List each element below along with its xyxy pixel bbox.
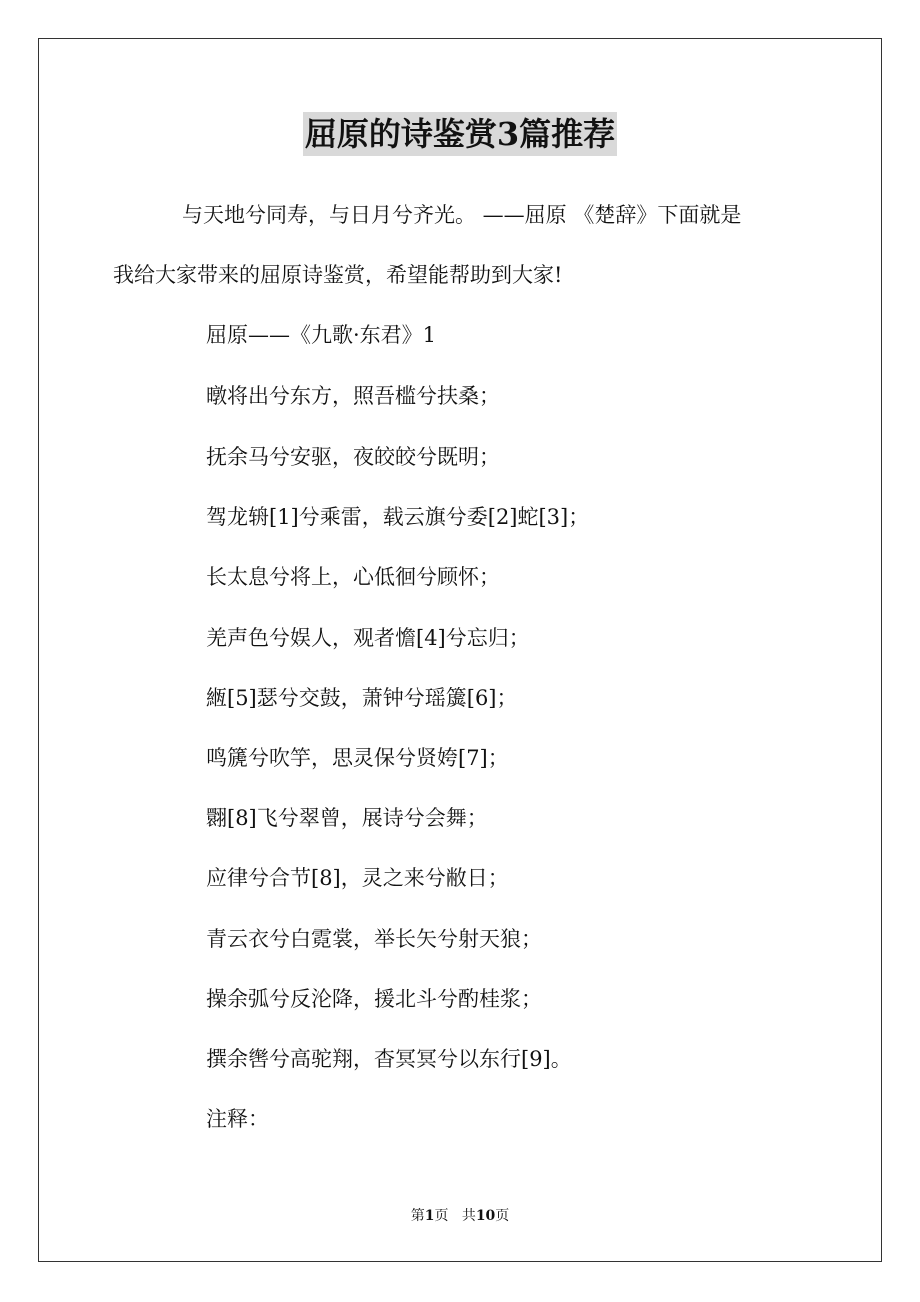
- poem-line: 撰余辔兮高驼翔，杳冥冥兮以东行[9]。: [206, 1047, 572, 1071]
- title-container: [0, 112, 920, 156]
- poem-line: 驾龙辀[1]兮乘雷，载云旗兮委[2]蛇[3]；: [206, 505, 590, 529]
- poem-heading: 屈原——《九歌·东君》1: [206, 323, 437, 347]
- page-footer: [0, 1206, 920, 1226]
- poem-line: 鸣篪兮吹竽，思灵保兮贤姱[7]；: [206, 746, 509, 770]
- poem-line: 长太息兮将上，心低徊兮顾怀；: [206, 565, 500, 589]
- notes-heading: 注释：: [206, 1107, 269, 1131]
- poem-line: 青云衣兮白霓裳，举长矢兮射天狼；: [206, 927, 542, 951]
- poem-line: 抚余马兮安驱，夜皎皎兮既明；: [206, 445, 500, 469]
- total-pages: 10: [475, 1208, 496, 1224]
- poem-line: 羌声色兮娱人，观者憺[4]兮忘归；: [206, 626, 530, 650]
- page-suffix: 页: [434, 1208, 449, 1224]
- page-number: 1: [424, 1208, 435, 1224]
- page-prefix: 第: [410, 1208, 425, 1224]
- poem-line: 暾将出兮东方，照吾槛兮扶桑；: [206, 384, 500, 408]
- poem-line: 应律兮合节[8]，灵之来兮敝日；: [206, 866, 509, 890]
- poem-line: 緪[5]瑟兮交鼓，萧钟兮瑶簴[6]；: [206, 686, 518, 710]
- poem-line: 翾[8]飞兮翠曾，展诗兮会舞；: [206, 806, 488, 830]
- intro-paragraph-line-1: 与天地兮同寿，与日月兮齐光。 ——屈原 《楚辞》下面就是: [182, 203, 742, 227]
- poem-line: 操余弧兮反沦降，援北斗兮酌桂浆；: [206, 987, 542, 1011]
- total-suffix: 页: [495, 1208, 510, 1224]
- total-prefix: 共: [461, 1208, 476, 1224]
- document-title: 屈原的诗鉴赏3篇推荐: [303, 112, 617, 156]
- intro-paragraph-line-2: 我给大家带来的屈原诗鉴赏，希望能帮助到大家!: [113, 263, 563, 287]
